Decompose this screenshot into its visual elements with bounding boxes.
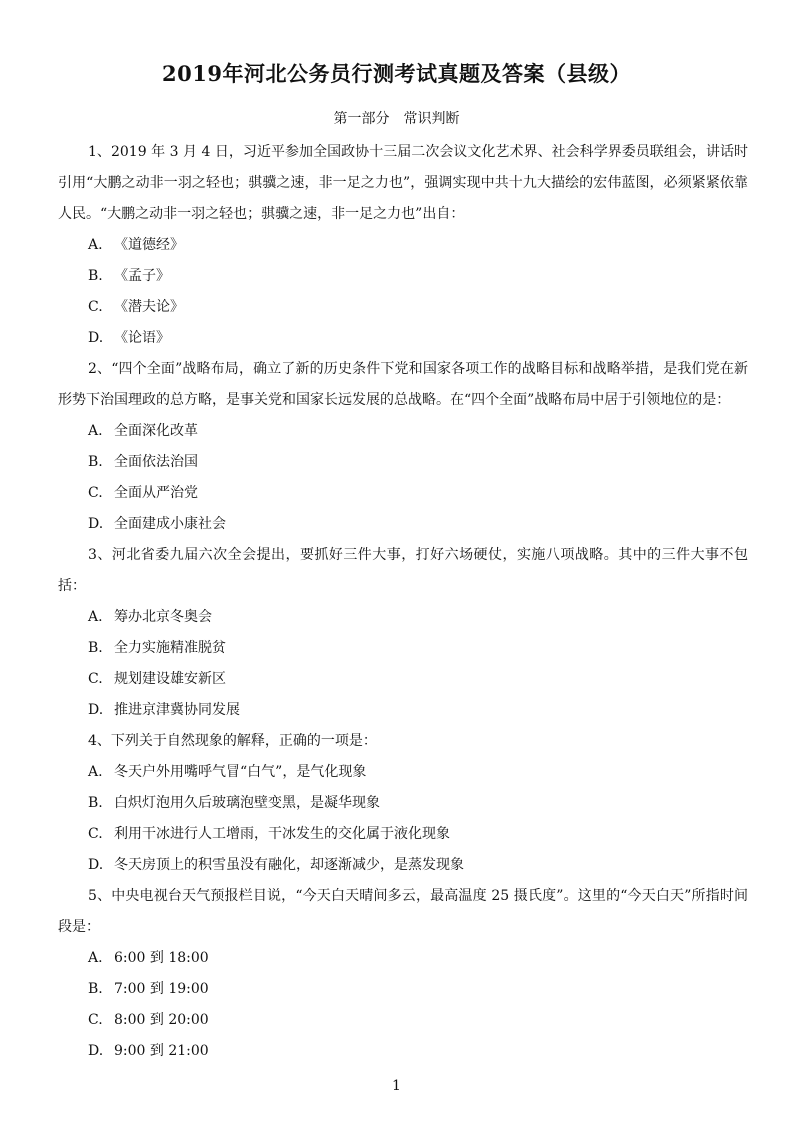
section-heading: 第一部分 常识判断 bbox=[333, 111, 460, 127]
answer-option bbox=[58, 974, 748, 1005]
question-list bbox=[58, 137, 748, 1067]
question-block bbox=[58, 137, 748, 354]
option-label: C. bbox=[88, 299, 103, 315]
answer-option bbox=[58, 1036, 748, 1067]
option-label: B. bbox=[88, 795, 103, 811]
option-label: D. bbox=[88, 857, 104, 873]
option-label: D. bbox=[88, 1043, 104, 1059]
answer-option bbox=[58, 850, 748, 881]
option-text: 利用干冰进行人工增雨，干冰发生的交化属于液化现象 bbox=[114, 826, 450, 842]
option-label: A. bbox=[88, 950, 103, 966]
question-block bbox=[58, 354, 748, 540]
answer-option bbox=[58, 943, 748, 974]
option-label: B. bbox=[88, 454, 103, 470]
answer-option bbox=[58, 292, 748, 323]
option-text: 全面依法治国 bbox=[114, 454, 198, 470]
question-block bbox=[58, 540, 748, 726]
answer-option bbox=[58, 478, 748, 509]
answer-option bbox=[58, 664, 748, 695]
answer-option bbox=[58, 230, 748, 261]
option-label: A. bbox=[88, 764, 103, 780]
option-label: D. bbox=[88, 702, 104, 718]
question-stem: 4、下列关于自然现象的解释，正确的一项是： bbox=[88, 733, 377, 749]
answer-option bbox=[58, 633, 748, 664]
option-label: B. bbox=[88, 640, 103, 656]
question-block bbox=[58, 881, 748, 1067]
question-stem: 2、“四个全面”战略布局，确立了新的历史条件下党和国家各项工作的战略目标和战略举措，是我们党在新形势下治国理政的总方略，是事关党和国家长远发展的总战略。在“四个全面”战略布局中居于引领地位的是： bbox=[58, 361, 748, 408]
question-stem: 5、中央电视台天气预报栏目说，“今天白天晴间多云，最高温度 25 摄氏度”。这里的“今天白天”所指时间段是： bbox=[58, 888, 748, 935]
option-label: B. bbox=[88, 268, 103, 284]
answer-option bbox=[58, 602, 748, 633]
option-text: 9:00 到 21:00 bbox=[114, 1043, 209, 1059]
option-label: B. bbox=[88, 981, 103, 997]
answer-option bbox=[58, 261, 748, 292]
option-text: 全力实施精准脱贫 bbox=[114, 640, 226, 656]
option-label: C. bbox=[88, 671, 103, 687]
option-label: D. bbox=[88, 330, 104, 346]
option-text: 《潜夫论》 bbox=[114, 299, 184, 315]
option-text: 《论语》 bbox=[114, 330, 170, 346]
answer-option bbox=[58, 819, 748, 850]
page-number: 1 bbox=[392, 1078, 401, 1094]
option-text: 8:00 到 20:00 bbox=[114, 1012, 209, 1028]
option-text: 6:00 到 18:00 bbox=[114, 950, 209, 966]
option-text: 推进京津冀协同发展 bbox=[114, 702, 240, 718]
option-text: 冬天户外用嘴呼气冒“白气”，是气化现象 bbox=[114, 764, 367, 780]
option-text: 全面深化改革 bbox=[114, 423, 198, 439]
answer-option bbox=[58, 323, 748, 354]
answer-option bbox=[58, 695, 748, 726]
option-text: 冬天房顶上的积雪虽没有融化，却逐渐减少，是蒸发现象 bbox=[114, 857, 464, 873]
option-label: A. bbox=[88, 609, 103, 625]
option-label: A. bbox=[88, 237, 103, 253]
document-title: 2019年河北公务员行测考试真题及答案（县级） bbox=[162, 61, 631, 86]
question-stem: 3、河北省委九届六次全会提出，要抓好三件大事，打好六场硬仗，实施八项战略。其中的三件大事不包括： bbox=[58, 547, 748, 594]
option-text: 《道德经》 bbox=[114, 237, 184, 253]
option-text: 白炽灯泡用久后玻璃泡壁变黑，是凝华现象 bbox=[114, 795, 380, 811]
option-label: C. bbox=[88, 826, 103, 842]
answer-option bbox=[58, 447, 748, 478]
option-text: 7:00 到 19:00 bbox=[114, 981, 209, 997]
option-label: C. bbox=[88, 485, 103, 501]
option-text: 全面建成小康社会 bbox=[114, 516, 226, 532]
option-text: 《孟子》 bbox=[114, 268, 170, 284]
question-block bbox=[58, 726, 748, 881]
answer-option bbox=[58, 416, 748, 447]
option-text: 规划建设雄安新区 bbox=[114, 671, 226, 687]
answer-option bbox=[58, 757, 748, 788]
question-stem: 1、2019 年 3 月 4 日，习近平参加全国政协十三届二次会议文化艺术界、社会科学界委员联组会，讲话时引用“大鹏之动非一羽之轻也；骐骥之速，非一足之力也”，强调实现中共十九大描绘的宏伟蓝图，必须紧紧依靠人民。“大鹏之动非一羽之轻也；骐骥之速，非一足之力也”出自： bbox=[58, 144, 748, 222]
answer-option bbox=[58, 788, 748, 819]
option-text: 全面从严治党 bbox=[114, 485, 198, 501]
option-text: 筹办北京冬奥会 bbox=[114, 609, 212, 625]
answer-option bbox=[58, 509, 748, 540]
answer-option bbox=[58, 1005, 748, 1036]
option-label: C. bbox=[88, 1012, 103, 1028]
option-label: A. bbox=[88, 423, 103, 439]
option-label: D. bbox=[88, 516, 104, 532]
